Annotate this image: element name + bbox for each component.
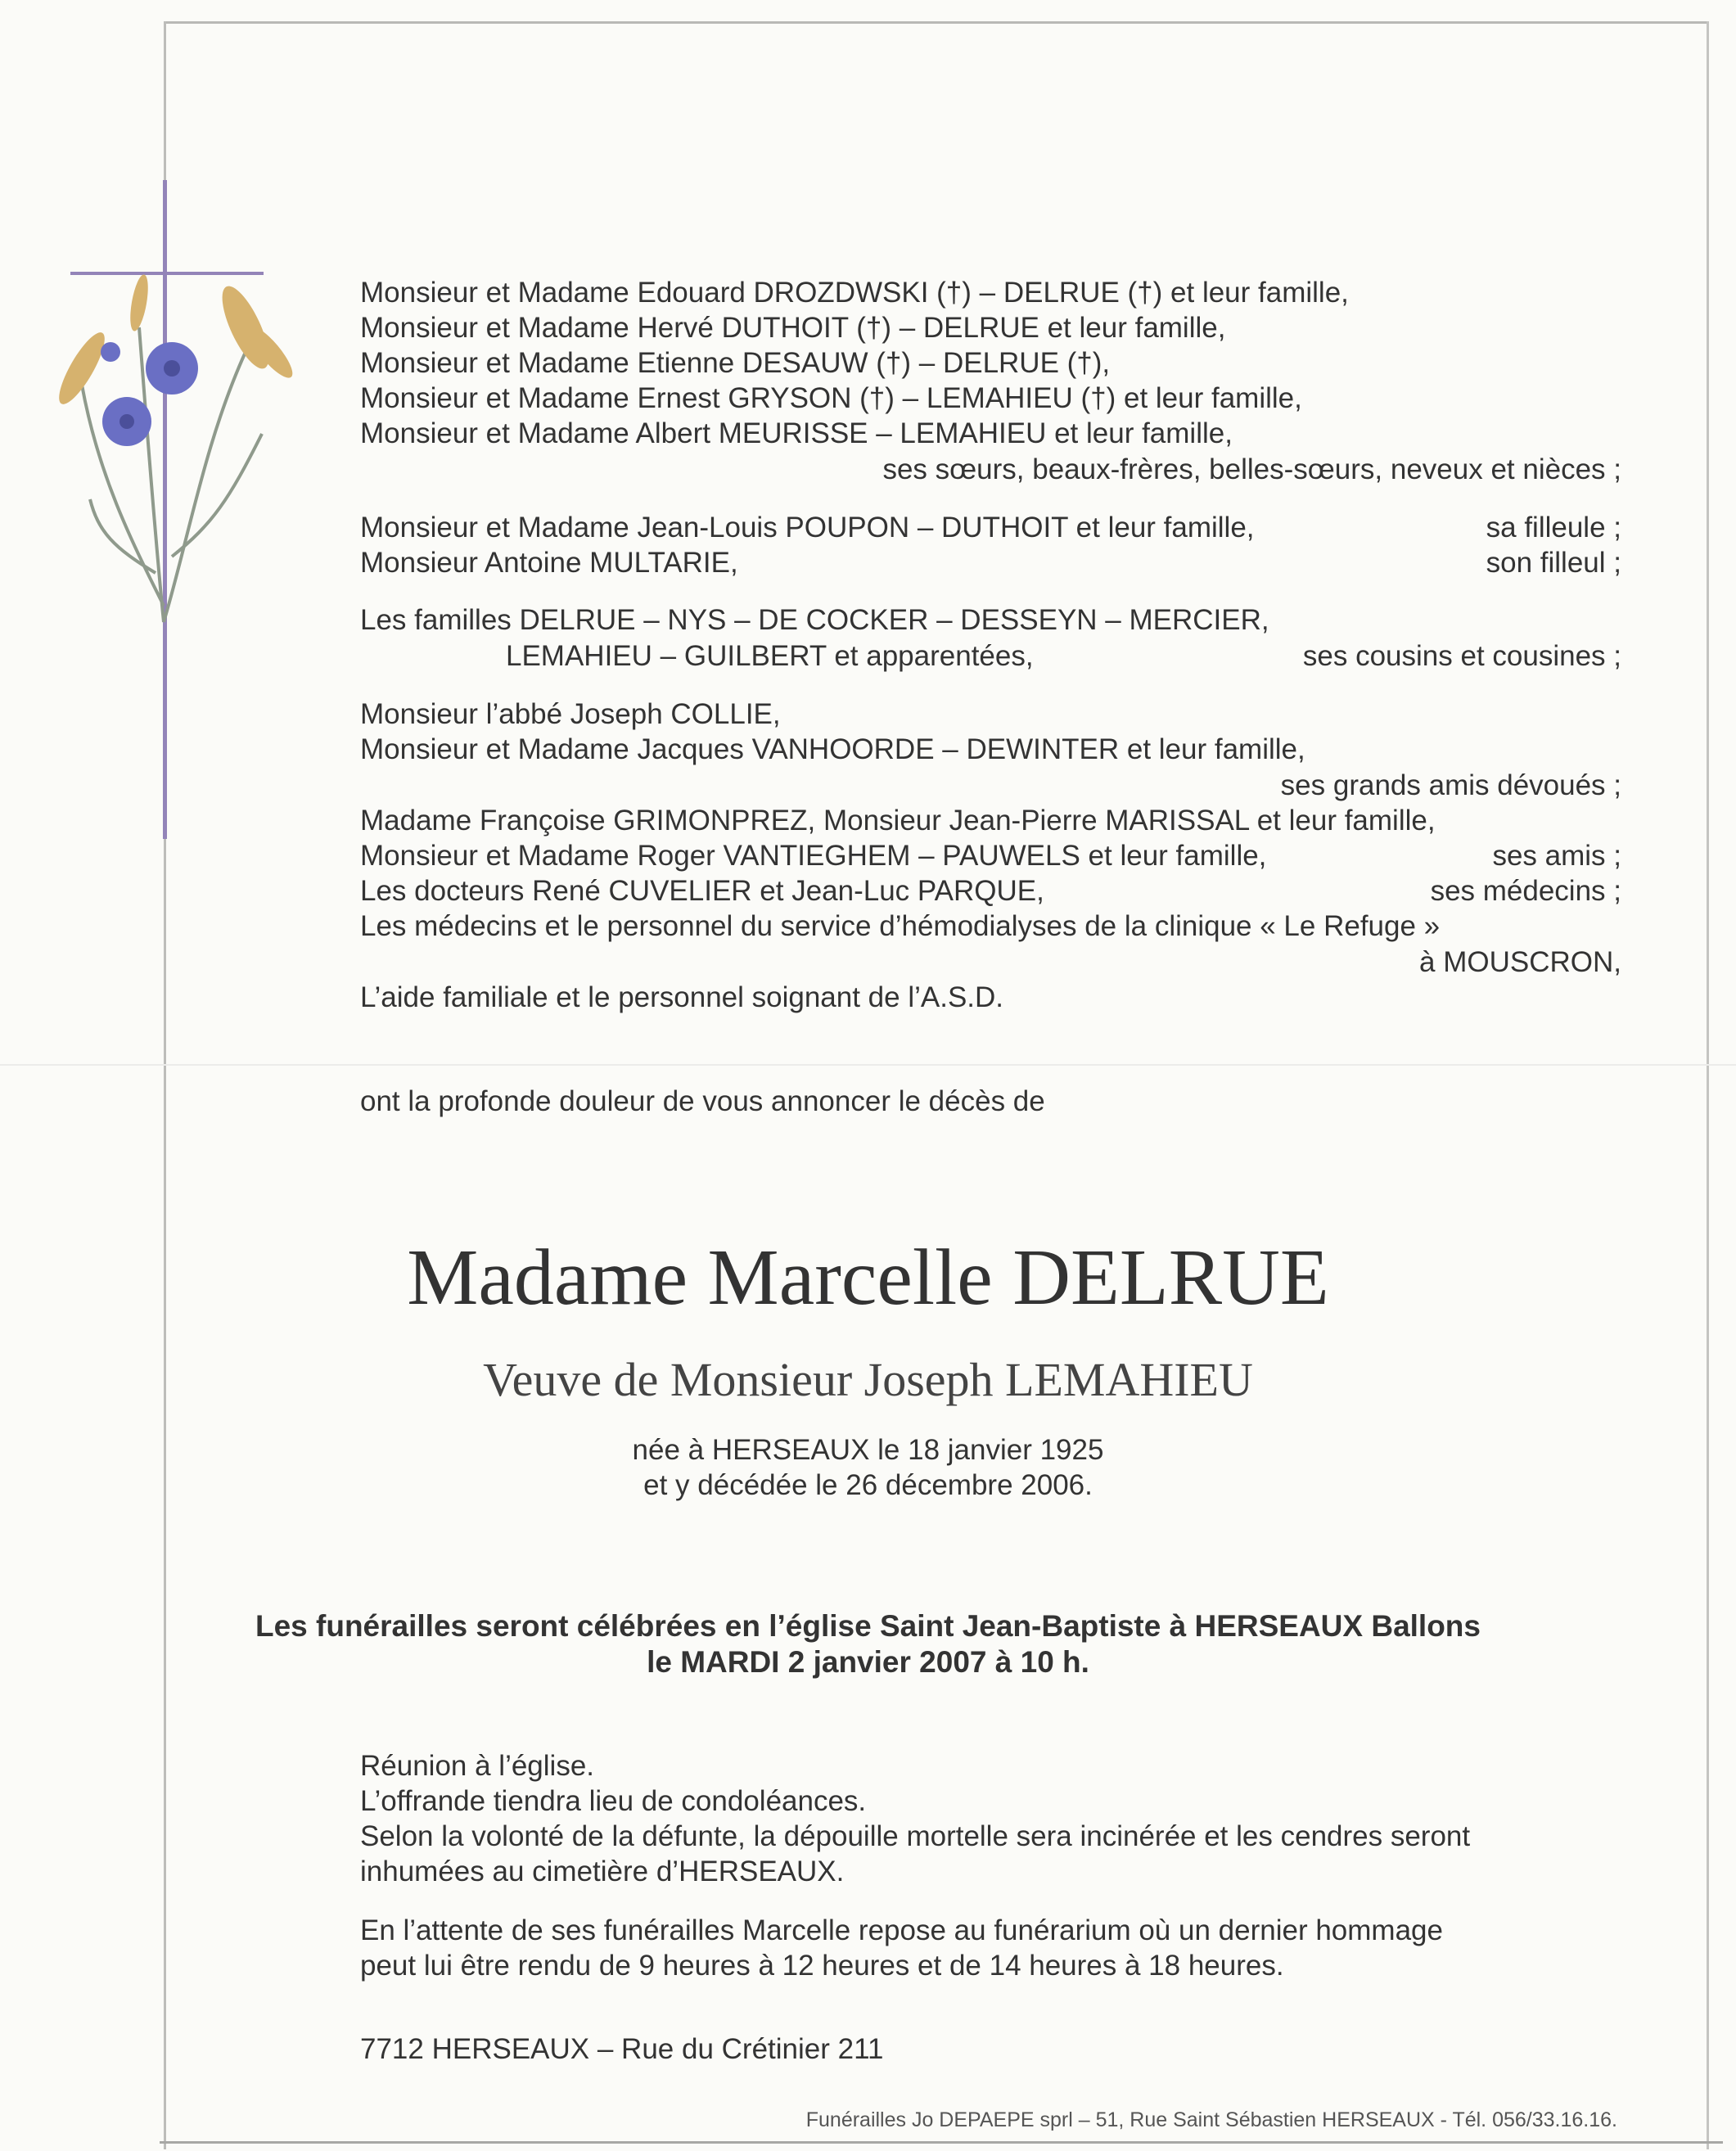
notes-line-2: L’offrande tiendra lieu de condoléances. — [360, 1785, 867, 1817]
footer-funeral-home: Funérailles Jo DEPAEPE sprl – 51, Rue Saint Sébastien HERSEAUX - Tél. 056/33.16.16. — [805, 2108, 1617, 2131]
friends-line-1: Monsieur l’abbé Joseph COLLIE, — [360, 698, 781, 730]
family-line-3: Monsieur et Madame Etienne DESAUW (†) – DELRUE (†), — [360, 347, 1111, 379]
godchild-role-1: sa filleule ; — [1486, 512, 1621, 543]
frame-right-border — [1707, 21, 1709, 2149]
friends-line-7: L’aide familiale et le personnel soignant de l’A.S.D. — [360, 981, 1004, 1013]
friends-role-2: ses amis ; — [1492, 840, 1621, 872]
family-line-5: Monsieur et Madame Albert MEURISSE – LEMAHIEU et leur famille, — [360, 417, 1233, 449]
cousins-line-2: LEMAHIEU – GUILBERT et apparentées, — [506, 640, 1034, 672]
godchild-role-2: son filleul ; — [1486, 547, 1621, 579]
frame-bottom-border — [160, 2141, 1723, 2144]
notes-line-4: inhumées au cimetière d’HERSEAUX. — [360, 1856, 845, 1887]
friends-line-3: Madame Françoise GRIMONPREZ, Monsieur Jean-Pierre MARISSAL et leur famille, — [360, 805, 1436, 836]
widow-line: Veuve de Monsieur Joseph LEMAHIEU — [483, 1353, 1253, 1406]
wheat-cornflower-icon — [49, 229, 295, 638]
godchild-line-2: Monsieur Antoine MULTARIE, — [360, 547, 738, 579]
frame-top-border — [164, 21, 1707, 24]
family-line-2: Monsieur et Madame Hervé DUTHOIT (†) – DELRUE et leur famille, — [360, 312, 1226, 344]
address-line: 7712 HERSEAUX – Rue du Crétinier 211 — [360, 2033, 884, 2065]
funeral-line-2: le MARDI 2 janvier 2007 à 10 h. — [647, 1645, 1089, 1679]
friends-line-4: Monsieur et Madame Roger VANTIEGHEM – PAUWELS et leur famille, — [360, 840, 1267, 872]
family-line-1: Monsieur et Madame Edouard DROZDWSKI (†) – DELRUE (†) et leur famille, — [360, 277, 1349, 309]
notes-line-1: Réunion à l’église. — [360, 1750, 595, 1782]
friends-line-5: Les docteurs René CUVELIER et Jean-Luc PARQUE, — [360, 875, 1044, 907]
notes-line-6: peut lui être rendu de 9 heures à 12 heures et de 14 heures à 18 heures. — [360, 1950, 1284, 1982]
family-role: ses sœurs, beaux-frères, belles-sœurs, neveux et nièces ; — [882, 453, 1621, 485]
notes-line-3: Selon la volonté de la défunte, la dépouille mortelle sera incinérée et les cendres seront — [360, 1820, 1471, 1852]
friends-line-6: Les médecins et le personnel du service d’hémodialyses de la clinique « Le Refuge » — [360, 910, 1441, 942]
friends-role-1: ses grands amis dévoués ; — [1280, 769, 1621, 801]
announcement-text: ont la profonde douleur de vous annoncer le décès de — [360, 1085, 1045, 1117]
family-line-4: Monsieur et Madame Ernest GRYSON (†) – LEMAHIEU (†) et leur famille, — [360, 382, 1302, 414]
birth-line: née à HERSEAUX le 18 janvier 1925 — [632, 1434, 1104, 1466]
deceased-name: Madame Marcelle DELRUE — [407, 1233, 1329, 1322]
paper-fold — [0, 1064, 1736, 1066]
notes-line-5: En l’attente de ses funérailles Marcelle repose au funérarium où un dernier hommage — [360, 1914, 1443, 1946]
friends-role-3: ses médecins ; — [1430, 875, 1621, 907]
friends-line-6b: à MOUSCRON, — [1419, 946, 1621, 978]
godchild-line-1: Monsieur et Madame Jean-Louis POUPON – DUTHOIT et leur famille, — [360, 512, 1255, 543]
cousins-role: ses cousins et cousines ; — [1302, 640, 1621, 672]
friends-line-2: Monsieur et Madame Jacques VANHOORDE – DEWINTER et leur famille, — [360, 733, 1305, 765]
death-line: et y décédée le 26 décembre 2006. — [643, 1469, 1093, 1501]
cousins-line-1: Les familles DELRUE – NYS – DE COCKER – DESSEYN – MERCIER, — [360, 604, 1269, 636]
funeral-line-1: Les funérailles seront célébrées en l’église Saint Jean-Baptiste à HERSEAUX Ballons — [255, 1609, 1481, 1643]
